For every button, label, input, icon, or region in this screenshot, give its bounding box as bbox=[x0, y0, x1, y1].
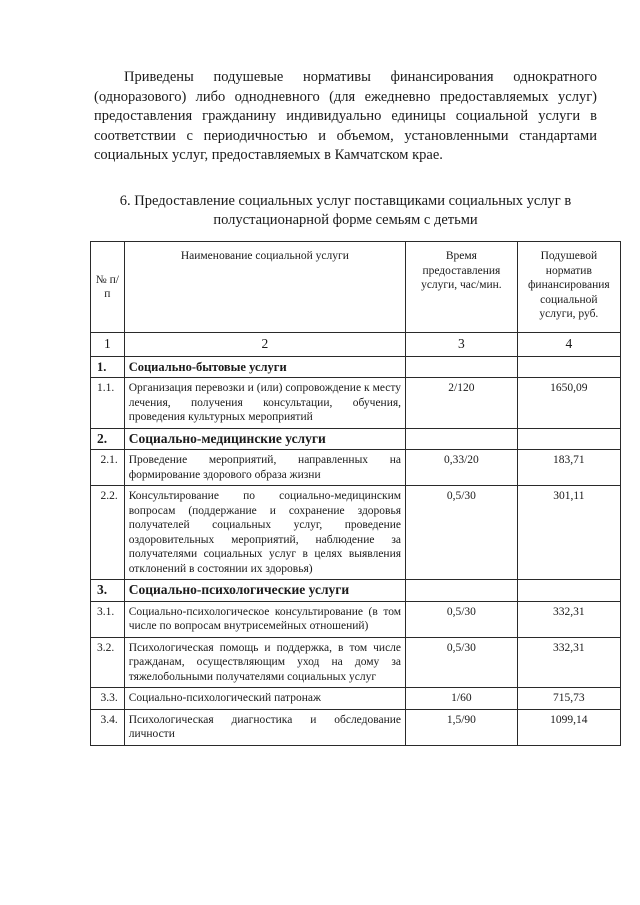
row-time bbox=[406, 428, 518, 450]
row-time bbox=[406, 356, 518, 378]
row-name: Организация перевозки и (или) сопровождение к месту лечения, получения консультации, обучения, проведения культурных мероприятий bbox=[124, 378, 405, 429]
row-name: Социально-психологические услуги bbox=[124, 580, 405, 602]
row-time: 0,5/30 bbox=[406, 637, 518, 688]
table-group-row bbox=[91, 356, 621, 378]
intro-text: Приведены подушевые нормативы финансирования однократного (одноразового) либо однодневного (для ежедневно предоставляемых услуг) предоставления гражданину индивидуально единицы социальной услуги в соответствии с периодичностью и объемом, установленными стандартами социальных услуг, предоставляемых в Камчатском крае. bbox=[94, 69, 597, 163]
services-table bbox=[90, 241, 621, 746]
row-time: 1/60 bbox=[406, 688, 518, 710]
row-norm bbox=[517, 580, 620, 602]
row-name: Психологическая помощь и поддержка, в том числе гражданам, осуществляющим уход на дому за тяжелобольными получателями социальных услуг bbox=[124, 637, 405, 688]
row-num: 2. bbox=[91, 428, 125, 450]
row-norm: 1099,14 bbox=[517, 709, 620, 745]
row-num: 2.1. bbox=[91, 450, 125, 486]
row-norm: 332,31 bbox=[517, 601, 620, 637]
row-num: 3.3. bbox=[91, 688, 125, 710]
table-group-row bbox=[91, 428, 621, 450]
table-row bbox=[91, 688, 621, 710]
row-time: 1,5/90 bbox=[406, 709, 518, 745]
row-name: Проведение мероприятий, направленных на формирование здорового образа жизни bbox=[124, 450, 405, 486]
column-number: 1 bbox=[91, 333, 125, 357]
row-num: 3.2. bbox=[91, 637, 125, 688]
table-row bbox=[91, 637, 621, 688]
row-name: Психологическая диагностика и обследование личности bbox=[124, 709, 405, 745]
table-row bbox=[91, 378, 621, 429]
row-num: 2.2. bbox=[91, 486, 125, 580]
row-name: Социально-психологический патронаж bbox=[124, 688, 405, 710]
row-time bbox=[406, 580, 518, 602]
header-num: № п/п bbox=[91, 242, 125, 333]
table-row bbox=[91, 486, 621, 580]
row-name: Социально-психологическое консультирование (в том числе по вопросам внутрисемейных отношений) bbox=[124, 601, 405, 637]
row-time: 2/120 bbox=[406, 378, 518, 429]
table-header-row bbox=[91, 242, 621, 333]
table-row bbox=[91, 450, 621, 486]
column-number: 4 bbox=[517, 333, 620, 357]
table-group-row bbox=[91, 580, 621, 602]
row-time: 0,5/30 bbox=[406, 486, 518, 580]
row-time: 0,33/20 bbox=[406, 450, 518, 486]
row-name: Консультирование по социально-медицинским вопросам (поддержание и сохранение здоровья получателей социальных услуг, проведение оздоровительных мероприятий, наблюдение за получателями социальных услуг в целях выявления отклонений в состоянии их здоровья) bbox=[124, 486, 405, 580]
table-row bbox=[91, 601, 621, 637]
row-num: 1. bbox=[91, 356, 125, 378]
column-number: 2 bbox=[124, 333, 405, 357]
row-norm bbox=[517, 356, 620, 378]
row-norm: 332,31 bbox=[517, 637, 620, 688]
row-num: 3. bbox=[91, 580, 125, 602]
row-norm bbox=[517, 428, 620, 450]
header-name: Наименование социальной услуги bbox=[124, 242, 405, 333]
row-num: 1.1. bbox=[91, 378, 125, 429]
row-norm: 1650,09 bbox=[517, 378, 620, 429]
row-num: 3.1. bbox=[91, 601, 125, 637]
section-title: 6. Предоставление социальных услуг поставщиками социальных услуг в полустационарной форме семьям с детьми bbox=[119, 193, 572, 228]
row-norm: 183,71 bbox=[517, 450, 620, 486]
row-norm: 301,11 bbox=[517, 486, 620, 580]
header-norm: Подушевой норматив финансирования социальной услуги, руб. bbox=[517, 242, 620, 333]
column-number: 3 bbox=[406, 333, 518, 357]
row-norm: 715,73 bbox=[517, 688, 620, 710]
row-time: 0,5/30 bbox=[406, 601, 518, 637]
row-name: Социально-бытовые услуги bbox=[124, 356, 405, 378]
column-number-row bbox=[91, 333, 621, 357]
header-time: Время предоставления услуги, час/мин. bbox=[406, 242, 518, 333]
row-num: 3.4. bbox=[91, 709, 125, 745]
intro-paragraph bbox=[94, 68, 597, 166]
table-row bbox=[91, 709, 621, 745]
row-name: Социально-медицинские услуги bbox=[124, 428, 405, 450]
